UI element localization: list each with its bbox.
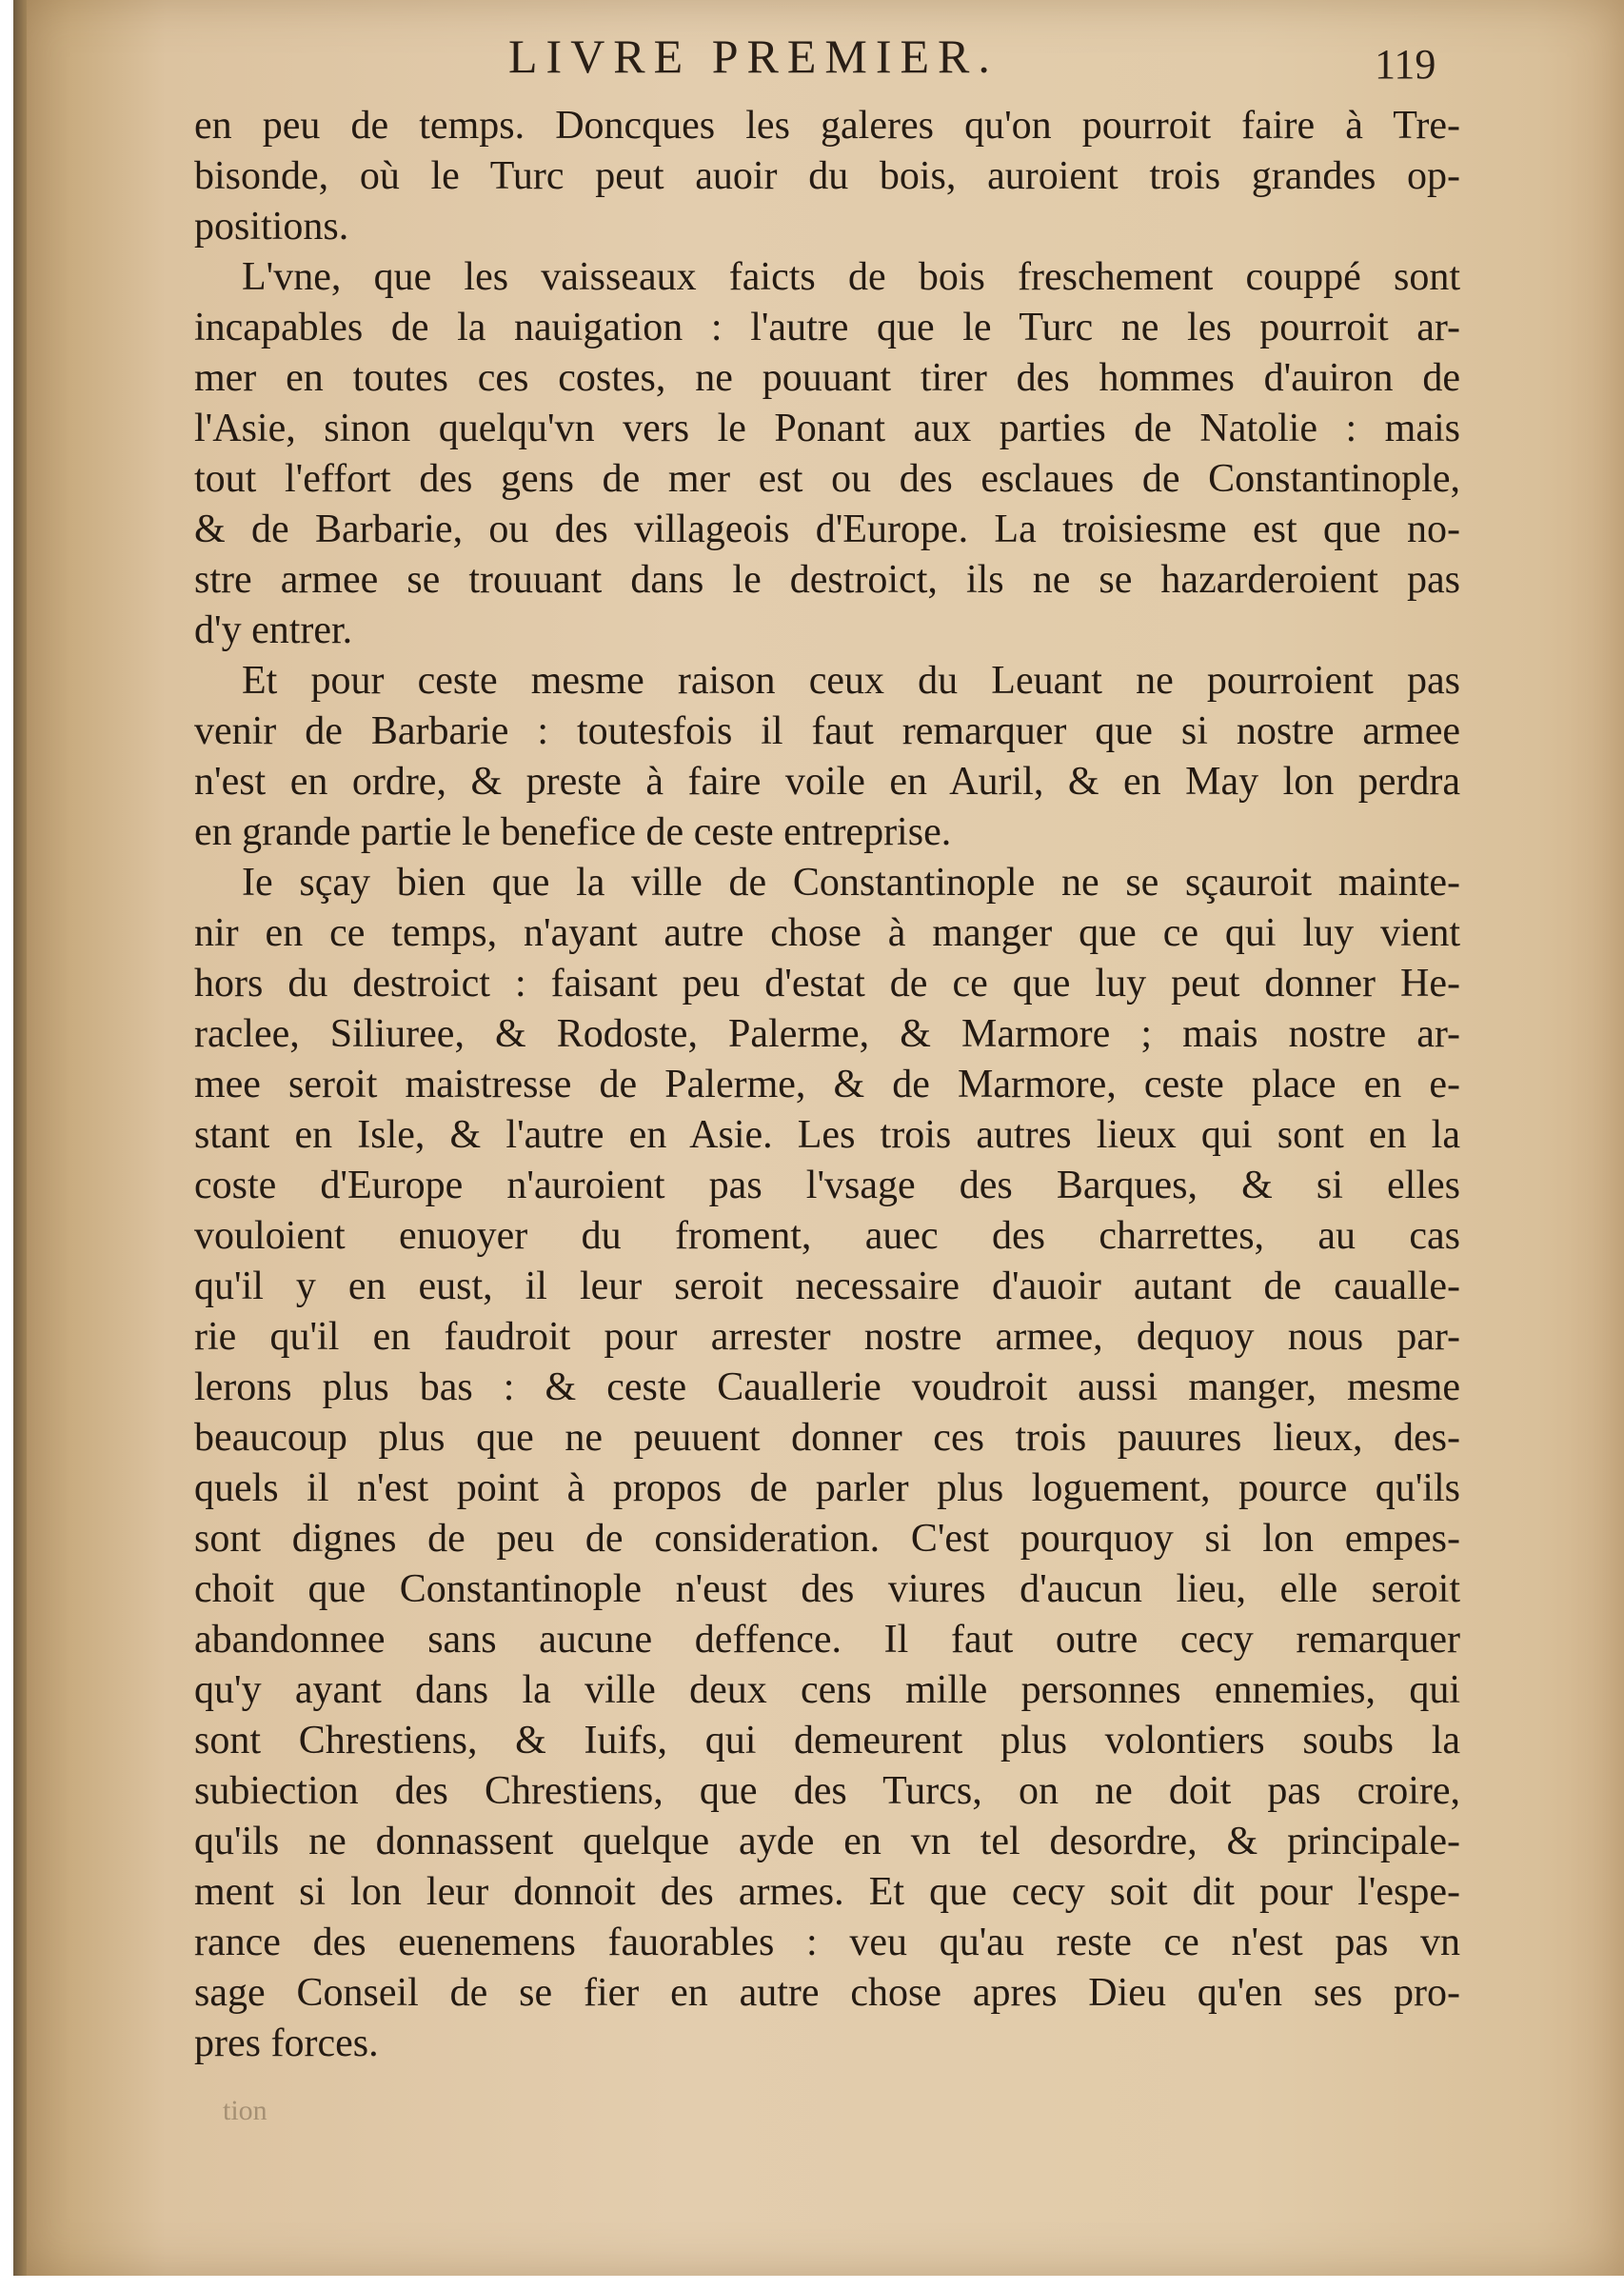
- text-line: subiection des Chrestiens, que des Turcs, on ne doit pas croire,: [194, 1769, 1460, 1813]
- text-line: sont dignes de peu de consideration. C'est pourquoy si lon empes-: [194, 1517, 1460, 1561]
- text-line: bisonde, où le Turc peut auoir du bois, auroient trois grandes op-: [194, 154, 1460, 198]
- page-number: 119: [1375, 41, 1436, 88]
- text-line: mee seroit maistresse de Palerme, & de Marmore, ceste place en e-: [194, 1063, 1460, 1106]
- text-line: qu'il y en eust, il leur seroit necessaire d'auoir autant de caualle-: [194, 1264, 1460, 1308]
- text-line: rie qu'il en faudroit pour arrester nostre armee, dequoy nous par-: [194, 1315, 1460, 1359]
- running-title: LIVRE PREMIER.: [508, 30, 999, 83]
- text-line: n'est en ordre, & preste à faire voile en Auril, & en May lon perdra: [194, 760, 1460, 804]
- text-line: en peu de temps. Doncques les galeres qu'on pourroit faire à Tre-: [194, 104, 1460, 148]
- text-line: tout l'effort des gens de mer est ou des esclaues de Constantinople,: [194, 457, 1460, 501]
- text-line: abandonnee sans aucune deffence. Il faut outre cecy remarquer: [194, 1618, 1460, 1662]
- text-line: en grande partie le benefice de ceste entreprise.: [194, 810, 952, 854]
- show-through-mark: tion: [223, 2095, 267, 2126]
- text-line: stant en Isle, & l'autre en Asie. Les trois autres lieux qui sont en la: [194, 1113, 1460, 1157]
- text-line: l'Asie, sinon quelqu'vn vers le Ponant aux parties de Natolie : mais: [194, 407, 1460, 450]
- page-binding-edge: [13, 0, 27, 2276]
- text-line: qu'ils ne donnassent quelque ayde en vn tel desordre, & principale-: [194, 1820, 1460, 1863]
- text-line: quels il n'est point à propos de parler plus loguement, pource qu'ils: [194, 1466, 1460, 1510]
- text-line: positions.: [194, 205, 349, 249]
- text-line: rance des euenemens fauorables : veu qu'au reste ce n'est pas vn: [194, 1921, 1460, 1964]
- text-line: venir de Barbarie : toutesfois il faut remarquer que si nostre armee: [194, 709, 1460, 753]
- text-line: mer en toutes ces costes, ne pouuant tirer des hommes d'auiron de: [194, 356, 1460, 400]
- text-line: L'vne, que les vaisseaux faicts de bois freschement couppé sont: [242, 255, 1460, 299]
- text-line: sage Conseil de se fier en autre chose apres Dieu qu'en ses pro-: [194, 1971, 1460, 2015]
- book-page: [13, 0, 1624, 2276]
- text-line: hors du destroict : faisant peu d'estat de ce que luy peut donner He-: [194, 962, 1460, 1006]
- text-line: raclee, Siliuree, & Rodoste, Palerme, & Marmore ; mais nostre ar-: [194, 1012, 1460, 1056]
- text-line: Et pour ceste mesme raison ceux du Leuant ne pourroient pas: [242, 659, 1460, 703]
- text-line: nir en ce temps, n'ayant autre chose à manger que ce qui luy vient: [194, 911, 1460, 955]
- text-line: vouloient enuoyer du froment, auec des charrettes, au cas: [194, 1214, 1460, 1258]
- text-line: lerons plus bas : & ceste Cauallerie voudroit aussi manger, mesme: [194, 1365, 1460, 1409]
- text-line: stre armee se trouuant dans le destroict, ils ne se hazarderoient pas: [194, 558, 1460, 602]
- text-line: d'y entrer.: [194, 608, 353, 652]
- text-line: beaucoup plus que ne peuuent donner ces trois pauures lieux, des-: [194, 1416, 1460, 1460]
- text-line: choit que Constantinople n'eust des viures d'aucun lieu, elle seroit: [194, 1567, 1460, 1611]
- text-line: ment si lon leur donnoit des armes. Et que cecy soit dit pour l'espe-: [194, 1870, 1460, 1914]
- text-line: incapables de la nauigation : l'autre que le Turc ne les pourroit ar-: [194, 306, 1460, 349]
- text-line: sont Chrestiens, & Iuifs, qui demeurent plus volontiers soubs la: [194, 1719, 1460, 1762]
- text-line: coste d'Europe n'auroient pas l'vsage des Barques, & si elles: [194, 1164, 1460, 1207]
- text-line: Ie sçay bien que la ville de Constantinople ne se sçauroit mainte-: [242, 861, 1460, 905]
- text-line: qu'y ayant dans la ville deux cens mille personnes ennemies, qui: [194, 1668, 1460, 1712]
- text-line: & de Barbarie, ou des villageois d'Europe. La troisiesme est que no-: [194, 508, 1460, 551]
- body-text: [194, 101, 1460, 2069]
- text-line: pres forces.: [194, 2021, 379, 2065]
- page-header: [13, 21, 1624, 97]
